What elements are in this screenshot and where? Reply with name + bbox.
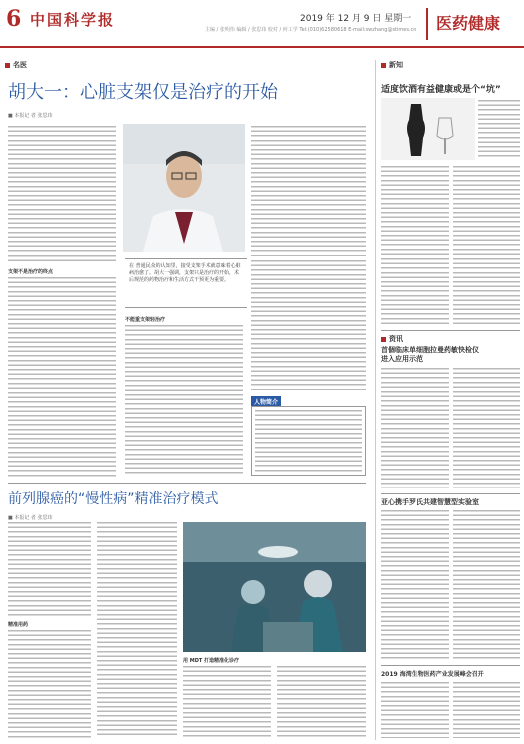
article1-text-col3b bbox=[251, 260, 366, 390]
article1-text-col2 bbox=[125, 325, 243, 477]
right3-title: 亚心携手罗氏共建智慧型实验室 bbox=[381, 498, 479, 506]
article2-text-col1b bbox=[8, 630, 91, 738]
article2-text-col2 bbox=[97, 522, 177, 738]
issue-date: 2019 年 12 月 9 日 星期一 bbox=[300, 14, 412, 24]
profile-box-label: 人物简介 bbox=[251, 396, 281, 407]
right1-title: 适度饮酒有益健康或是个“坑” bbox=[381, 85, 501, 95]
right3-text-col2 bbox=[453, 510, 520, 660]
article1-subhead2: 不能重支架轻治疗 bbox=[125, 317, 166, 323]
side-column bbox=[375, 60, 519, 740]
article1-text-col3 bbox=[251, 126, 366, 256]
right-divider1 bbox=[381, 330, 520, 331]
editor-credits: 主编 / 张明伟 编辑 / 张思玮 校对 / 何工学 Tel:(010)62580618 E-mail:swzhang@stimes.cn bbox=[205, 27, 417, 33]
article1-tag: 名医 bbox=[5, 60, 369, 70]
right4-text-col2 bbox=[453, 682, 520, 738]
portrait-photo bbox=[123, 124, 245, 252]
right4-title: 2019 海湾生物医药产业发展峰会召开 bbox=[381, 671, 484, 678]
right-divider2 bbox=[381, 493, 520, 494]
article2-text-col3 bbox=[183, 666, 271, 738]
right1-text-col1 bbox=[381, 166, 449, 326]
right2-text-col2 bbox=[453, 368, 520, 488]
surgery-photo bbox=[183, 522, 366, 652]
article1-title: 胡大一：心脏支架仅是治疗的开始 bbox=[8, 82, 278, 103]
masthead: 中国科学报 bbox=[30, 11, 116, 29]
page-number: 6 bbox=[6, 6, 22, 32]
article-divider bbox=[8, 483, 366, 484]
article2-title: 前列腺癌的“慢性病”精准治疗模式 bbox=[8, 491, 219, 507]
article2-subhead2: 用 MDT 打造精准化诊疗 bbox=[183, 658, 240, 664]
article1-text-col1 bbox=[8, 126, 116, 264]
article2-byline: ■ 本报记 者 张思玮 bbox=[8, 515, 53, 521]
pull-quote: 在 普通民众的认知里，接受支架手术就意味着心脏病治愈了。胡大一强调，支架只是治疗的开始，术后规范的药物治疗和生活方式干预更为重要。 bbox=[125, 258, 247, 308]
profile-box-text bbox=[255, 410, 362, 472]
main-column bbox=[5, 60, 369, 740]
right2-tag: 资讯 bbox=[381, 334, 403, 344]
article1-subhead1: 支架不是治疗的终点 bbox=[8, 269, 54, 275]
article1-byline: ■ 本报记 者 张思玮 bbox=[8, 113, 53, 119]
section-title: 医药健康 bbox=[426, 8, 520, 40]
article2-text-col4 bbox=[277, 666, 366, 738]
right1-text-side bbox=[478, 100, 520, 160]
article1-text-col1b bbox=[8, 277, 116, 477]
right4-text-col1 bbox=[381, 682, 449, 738]
page-header bbox=[0, 0, 524, 48]
right2-title: 首個临床单细胞拉曼药敏快检仪进入应用示范 bbox=[381, 346, 479, 363]
article2-subhead1: 精准用药 bbox=[8, 622, 29, 628]
right2-text-col1 bbox=[381, 368, 449, 488]
right-divider3 bbox=[381, 665, 520, 666]
right3-text-col1 bbox=[381, 510, 449, 660]
wine-photo bbox=[381, 98, 475, 160]
right1-tag: 新知 bbox=[381, 60, 519, 70]
article2-text-col1 bbox=[8, 522, 91, 617]
right1-text-col2 bbox=[453, 166, 520, 326]
